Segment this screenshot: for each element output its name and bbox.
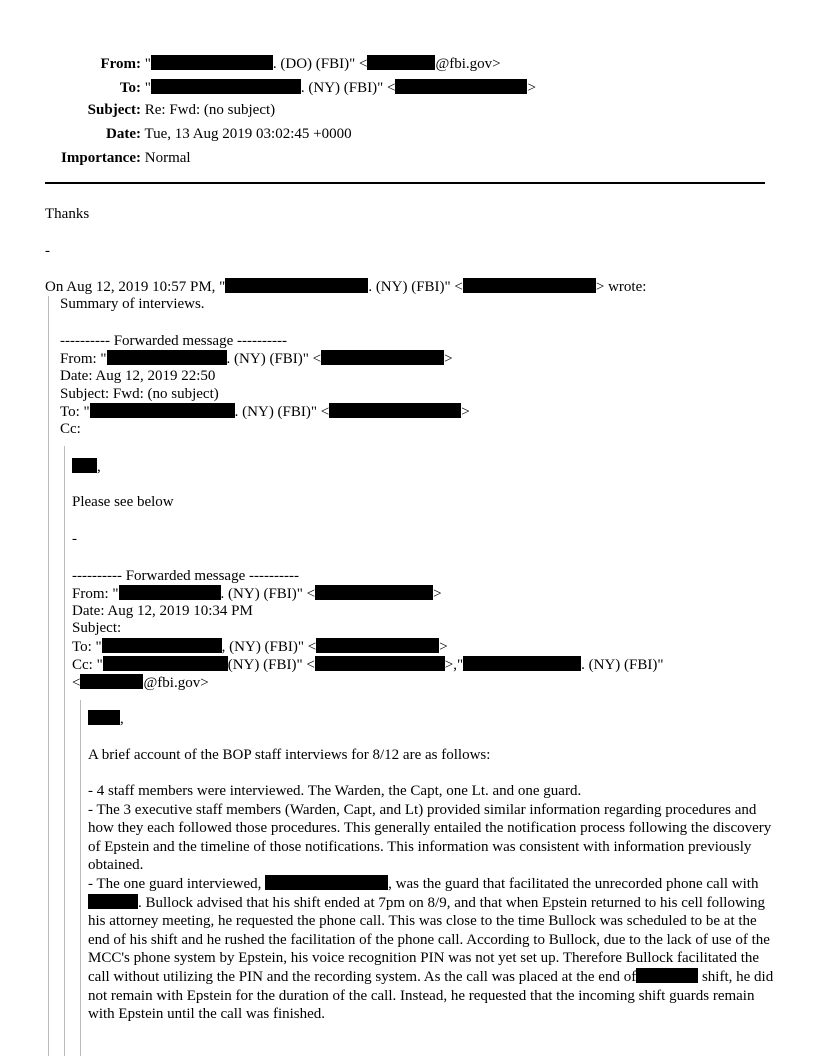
quote1-cc: Cc:: [60, 421, 81, 437]
email-header: [0, 55, 536, 173]
quote2-salutation: ,: [72, 458, 101, 476]
redaction-block: [225, 278, 368, 293]
header-importance-row: [0, 150, 536, 174]
redaction-block: [636, 968, 698, 983]
header-subject-row: [0, 102, 536, 126]
redaction-block: [329, 403, 461, 418]
redaction-block: [80, 674, 143, 689]
quote2-from: From: " . (NY) (FBI)" < >: [72, 586, 442, 602]
redaction-block: [88, 710, 120, 725]
quote-bar-level3: [80, 700, 81, 1056]
redaction-block: [88, 894, 138, 909]
header-from-row: From: " . (DO) (FBI)" < @fbi.gov>: [0, 55, 536, 79]
redaction-block: [107, 350, 227, 365]
quote1-forward-header: ---------- Forwarded message ----------: [60, 333, 287, 349]
redaction-block: [321, 350, 444, 365]
redaction-block: [463, 656, 581, 671]
importance-value: Normal: [144, 149, 191, 166]
redaction-block: [102, 638, 222, 653]
interview-bullet-3: - The one guard interviewed, , was the guard that facilitated the unrecorded phone call with . Bullock advised that his shift ended at 7pm on 8/9, and that when Epstein returned to his cell following his attorney meeting, he requested the phone call. This was close to the time Bullock was scheduled to be at the end of his shift and he rushed the facilitation of the phone call. According to Bullock, due to the lack of use of the MCC's phone system by Epstein, his voice recognition PIN was not yet set up. Therefore Bullock facilitated the call without utilizing the PIN and the recording system. As the call was placed at the end of shift, he did not remain with Epstein for the duration of the call. Instead, he requested that the incoming shift guards remain with Epstein until the call was finished.: [88, 875, 774, 1023]
quote2-date: Date: Aug 12, 2019 10:34 PM: [72, 603, 253, 619]
redaction-block: [90, 403, 235, 418]
quote2-please-see: Please see below: [72, 494, 174, 510]
to-dept: . (NY) (FBI)" <: [300, 79, 396, 96]
from-domain: @fbi.gov>: [435, 56, 501, 72]
quote2-subject: Subject:: [72, 620, 122, 636]
quote1-to: To: " . (NY) (FBI)" < >: [60, 404, 470, 420]
subject-value: Re: Fwd: (no subject): [144, 102, 276, 119]
quote3-salutation: ,: [88, 710, 124, 728]
quote1-subject: Subject: Fwd: (no subject): [60, 386, 219, 402]
quote2-cc: Cc: " (NY) (FBI)" < >," . (NY) (FBI)": [72, 657, 664, 673]
quote3-intro: A brief account of the BOP staff interviews for 8/12 are as follows:: [88, 747, 491, 763]
from-label: From:: [100, 56, 141, 72]
importance-label: Importance:: [61, 149, 141, 166]
subject-label: Subject:: [87, 102, 141, 119]
quote2-dash: -: [72, 531, 77, 547]
quote2-forward-header: ---------- Forwarded message ----------: [72, 568, 299, 584]
redaction-block: [72, 458, 97, 473]
quote1-from: From: " . (NY) (FBI)" < >: [60, 351, 453, 367]
redaction-block: [119, 585, 221, 600]
quote2-cc-continued: < @fbi.gov>: [72, 675, 209, 691]
quote2-to: To: " , (NY) (FBI)" < >: [72, 639, 448, 655]
redaction-block: [151, 55, 273, 70]
redaction-block: [315, 656, 445, 671]
date-value: Tue, 13 Aug 2019 03:02:45 +0000: [144, 126, 352, 143]
reply-text: Thanks: [45, 206, 90, 222]
redaction-block: [315, 585, 433, 600]
quote1-summary: Summary of interviews.: [60, 296, 205, 312]
quote-bar-level1: [48, 296, 49, 1056]
from-dept: . (DO) (FBI)" <: [272, 56, 368, 72]
header-date-row: [0, 126, 536, 150]
redaction-block: [395, 79, 527, 94]
reply-signature-dash: -: [45, 243, 50, 259]
redaction-block: [265, 875, 388, 890]
to-label: To:: [119, 79, 141, 96]
header-to-row: To: " . (NY) (FBI)" < >: [0, 79, 536, 103]
redaction-block: [367, 55, 435, 70]
quote-bar-level2: [64, 446, 65, 1056]
interview-bullet-2: - The 3 executive staff members (Warden, Capt, and Lt) provided similar information regarding procedures and how they each followed those procedures. This generally entailed the notification process following the discovery of Epstein and the timeline of those notifications. This information was consistent with information previously obtained.: [88, 801, 772, 874]
redaction-block: [316, 638, 439, 653]
redaction-block: [463, 278, 596, 293]
interview-bullet-1: - 4 staff members were interviewed. The Warden, the Capt, one Lt. and one guard.: [88, 783, 582, 799]
quote3-interview-summary: [88, 782, 778, 1024]
reply-attribution: On Aug 12, 2019 10:57 PM, " . (NY) (FBI)" < > wrote:: [45, 279, 647, 295]
date-label: Date:: [106, 126, 141, 143]
quote1-date: Date: Aug 12, 2019 22:50: [60, 368, 216, 384]
header-divider: [45, 182, 765, 184]
redaction-block: [103, 656, 228, 671]
redaction-block: [151, 79, 301, 94]
